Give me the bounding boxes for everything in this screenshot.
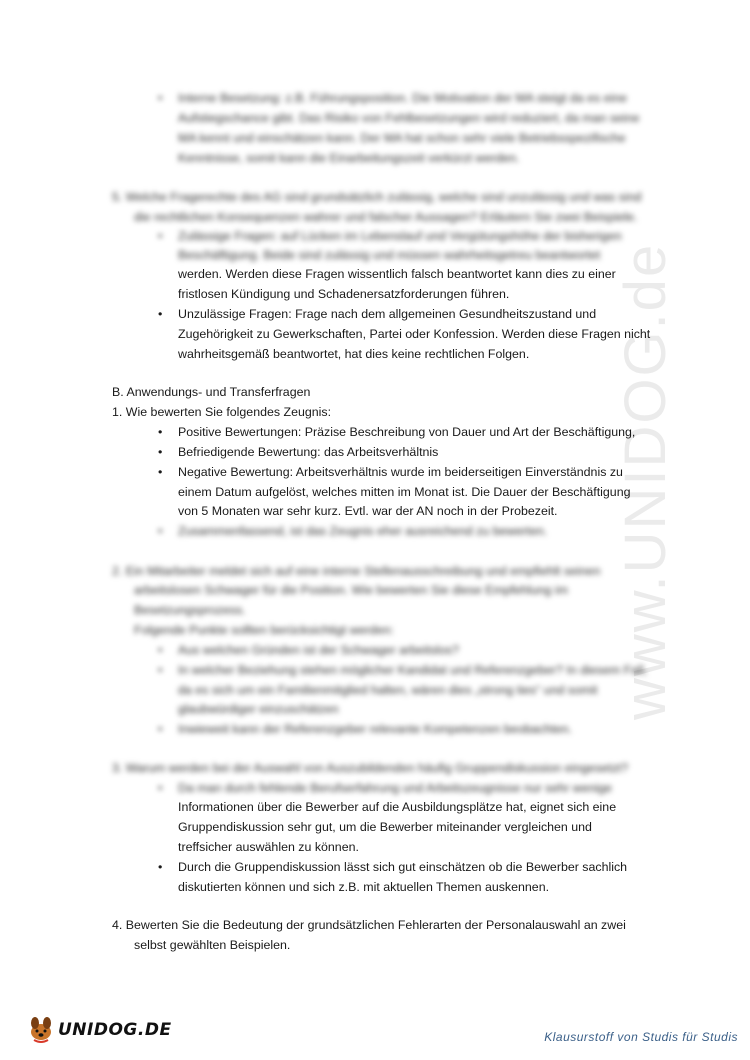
bullet-glyph: • [158,425,163,439]
q2-bullet-2-line-3: glaubwürdiger einzuschätzen [178,702,339,716]
q3-bullet-1-line-4: treffsicher auswählen zu können. [178,840,359,854]
b1-bullet-4: Zusammenfassend, ist das Zeugnis eher ausreichend zu bewerten. [178,524,548,538]
q5-bullet-2-line-3: wahrheitsgemäß beantwortet, hat dies keine rechtlichen Folgen. [178,347,530,361]
question-2-line-4: Folgende Punkte sollten berücksichtigt werden: [134,623,394,637]
q3-bullet-1-line-2: Informationen über die Bewerber auf die Ausbildungsplätze hat, eignet sich eine [178,800,617,814]
bullet-glyph: • [158,860,163,874]
b1-bullet-3-line-1: Negative Bewertung: Arbeitsverhältnis wurde im beiderseitigen Einverständnis zu [178,465,623,479]
logo-wordmark: UNIDOG.DE [58,1020,172,1040]
q3-bullet-1-line-1: Da man durch fehlende Berufserfahrung und Arbeitszeugnisse nur sehr wenige [178,781,612,795]
bullet-glyph: • [158,307,163,321]
dog-mascot-icon [26,1014,56,1044]
top-line-1: Interne Besetzung: z.B. Führungsposition. Die Motivation der MA steigt da es eine [178,91,628,105]
q2-bullet-2-line-1: In welcher Beziehung stehen möglicher Kandidat und Referenzgeber? In diesem Fall, [178,663,648,677]
question-3: 3. Warum werden bei der Auswahl von Auszubildenden häufig Gruppendiskussion eingesetzt? [112,761,629,775]
q5-bullet-1-line-3: werden. Werden diese Fragen wissentlich falsch beantwortet kann dies zu einer [178,267,616,281]
question-4-line-2: selbst gewählten Beispielen. [134,938,291,952]
q2-bullet-2-line-2: da es sich um ein Familienmitglied halten, wären dies „strong ties“ und somit [178,683,598,697]
q3-bullet-2-line-2: diskutierten können und sich z.B. mit aktuellen Themen auskennen. [178,880,550,894]
question-b1: 1. Wie bewerten Sie folgendes Zeugnis: [112,405,332,419]
q5-bullet-1-line-1: Zulässige Fragen: auf Lücken im Lebenslauf und Vergütungshöhe der bisherigen [178,229,622,243]
b1-bullet-3-line-2: einem Datum aufgelöst, welches mitten im Monat ist. Die Dauer der Beschäftigung [178,485,631,499]
q5-bullet-1-line-2: Beschäftigung. Beide sind zulässig und müssen wahrheitsgetreu beantwortet [178,248,601,262]
bullet-glyph: • [158,643,163,657]
top-line-4: Kenntnisse, somit kann die Einarbeitungszeit verkürzt werden. [178,151,520,165]
bullet-glyph: • [158,722,163,736]
question-2-line-1: 2. Ein Mitarbeiter meldet sich auf eine interne Stellenausschreibung und empfiehlt seinen [112,564,601,578]
q2-bullet-1: Aus welchen Gründen ist der Schwager arbeitslos? [178,643,460,657]
bullet-glyph: • [158,781,163,795]
q5-bullet-2-line-2: Zugehörigkeit zu Gewerkschaften, Partei oder Konfession. Werden diese Fragen nicht [178,327,651,341]
top-line-3: MA kennt und einschätzen kann. Der MA hat schon sehr viele Betriebsspezifische [178,131,626,145]
b1-bullet-2: Befriedigende Bewertung: das Arbeitsverhältnis [178,445,439,459]
top-line-2: Aufstiegschance gibt. Das Risiko von Fehlbesetzungen wird reduziert, da man seine [178,111,640,125]
b1-bullet-1: Positive Bewertungen: Präzise Beschreibung von Dauer und Art der Beschäftigung, [178,425,636,439]
q2-bullet-3: Inwieweit kann der Referenzgeber relevante Kompetenzen beobachten. [178,722,573,736]
bullet-glyph: • [158,663,163,677]
footer-tagline: Klausurstoff von Studis für Studis [544,1030,738,1044]
bullet-glyph: • [158,445,163,459]
unidog-logo [20,1008,170,1048]
q5-bullet-2-line-1: Unzulässige Fragen: Frage nach dem allgemeinen Gesundheitszustand und [178,307,597,321]
q3-bullet-1-line-3: Gruppendiskussion sehr gut, um die Bewerber miteinander vergleichen und [178,820,592,834]
b1-bullet-3-line-3: von 5 Monaten war sehr kurz. Evtl. war der AN noch in der Probezeit. [178,504,558,518]
watermark: www.UNIDOG.de [613,242,678,720]
q3-bullet-2-line-1: Durch die Gruppendiskussion lässt sich gut einschätzen ob die Bewerber sachlich [178,860,628,874]
bullet-glyph: • [158,229,163,243]
question-2-line-2: arbeitslosen Schwager für die Position. Wie bewerten Sie diese Empfehlung im [134,583,568,597]
bullet-glyph: • [158,91,163,105]
bullet-glyph: • [158,524,163,538]
question-5-line-1: 5. Welche Fragerechte des AG sind grundsätzlich zulässig, welche sind unzulässig und was sind [112,190,642,204]
section-b-heading: B. Anwendungs- und Transferfragen [112,385,311,399]
question-2-line-3: Besetzungsprozess. [134,603,246,617]
q5-bullet-1-line-4: fristlosen Kündigung und Schadenersatzforderungen führen. [178,287,510,301]
question-4-line-1: 4. Bewerten Sie die Bedeutung der grundsätzlichen Fehlerarten der Personalauswahl an zwei [112,918,626,932]
bullet-glyph: • [158,465,163,479]
question-5-line-2: die rechtlichen Konsequenzen wahrer und falscher Aussagen? Erläutern Sie zwei Beispiele. [134,210,638,224]
